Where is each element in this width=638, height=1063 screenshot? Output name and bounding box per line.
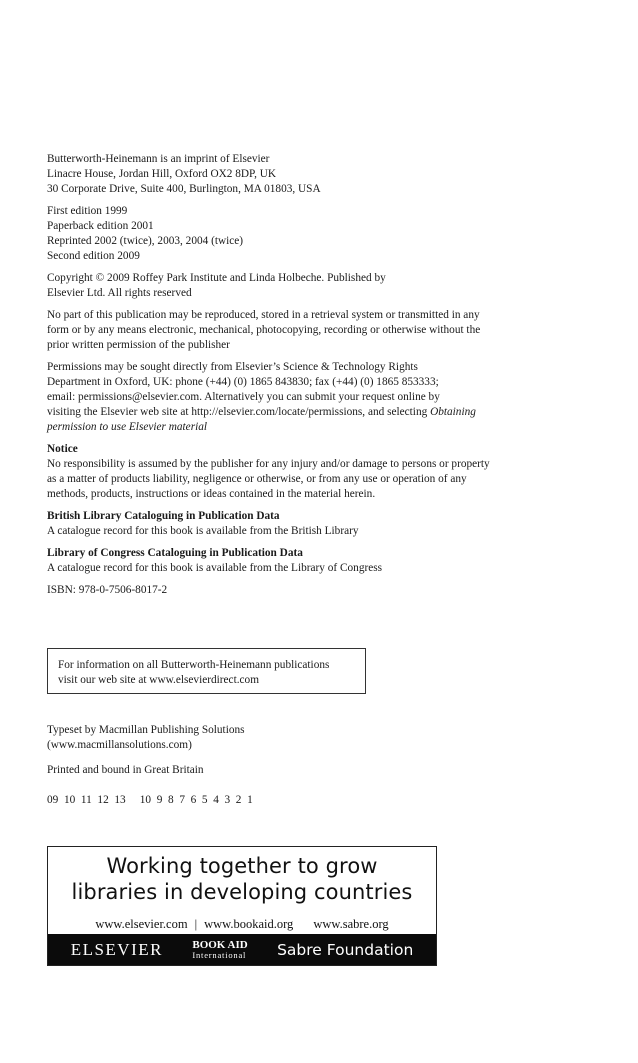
typeset-block (47, 723, 245, 753)
print-line: 09 10 11 12 13 10 9 8 7 6 5 4 3 2 1 (47, 794, 253, 806)
typeset-line: (www.macmillansolutions.com) (47, 739, 192, 751)
isbn-block (47, 583, 587, 598)
publisher-block (47, 152, 587, 197)
edition-line: Paperback edition 2001 (47, 220, 154, 232)
libraries-banner (47, 846, 437, 966)
notice-block (47, 442, 587, 502)
permissions-text: visiting the Elsevier web site at http://elsevier.com/locate/permissions, and selecting (47, 406, 431, 418)
banner-heading-line: Working together to grow (106, 854, 378, 878)
reproduction-line: prior written permission of the publisher (47, 339, 230, 351)
british-library-block (47, 509, 587, 539)
info-box-line: visit our web site at www.elsevierdirect.com (58, 674, 259, 686)
permissions-block (47, 360, 587, 435)
copyright-line: Elsevier Ltd. All rights reserved (47, 287, 192, 299)
bookaid-logo-sub: International (192, 949, 247, 960)
publisher-line: Linacre House, Jordan Hill, Oxford OX2 8DP, UK (47, 168, 277, 180)
reproduction-line: form or by any means electronic, mechanical, photocopying, recording or otherwise without the (47, 324, 481, 336)
publisher-line: 30 Corporate Drive, Suite 400, Burlington, MA 01803, USA (47, 183, 321, 195)
notice-heading: Notice (47, 443, 78, 455)
copyright-page (47, 152, 587, 605)
banner-links (48, 917, 436, 932)
british-library-text: A catalogue record for this book is available from the British Library (47, 525, 359, 537)
notice-line: as a matter of products liability, negligence or otherwise, or from any use or operation of any (47, 473, 467, 485)
permissions-link-text: Obtaining (430, 406, 476, 418)
permissions-line: email: permissions@elsevier.com. Alternatively you can submit your request online by (47, 391, 440, 403)
permissions-line: Permissions may be sought directly from Elsevier’s Science & Technology Rights (47, 361, 418, 373)
publisher-line: Butterworth-Heinemann is an imprint of Elsevier (47, 153, 270, 165)
library-of-congress-heading: Library of Congress Cataloguing in Publication Data (47, 547, 303, 559)
reproduction-block (47, 308, 587, 353)
edition-line: First edition 1999 (47, 205, 128, 217)
reproduction-line: No part of this publication may be reproduced, stored in a retrieval system or transmitted in any (47, 309, 480, 321)
elsevier-logo: ELSEVIER (70, 939, 163, 959)
notice-line: No responsibility is assumed by the publisher for any injury and/or damage to persons or property (47, 458, 490, 470)
sabre-logo: Sabre Foundation (277, 940, 414, 959)
permissions-link-text: permission to use Elsevier material (47, 421, 208, 433)
edition-line: Second edition 2009 (47, 250, 140, 262)
library-of-congress-text: A catalogue record for this book is available from the Library of Congress (47, 562, 383, 574)
bookaid-logo (192, 940, 247, 960)
notice-line: methods, products, instructions or ideas contained in the material herein. (47, 488, 376, 500)
library-of-congress-block (47, 546, 587, 576)
edition-line: Reprinted 2002 (twice), 2003, 2004 (twice) (47, 235, 244, 247)
banner-logo-bar (48, 934, 436, 965)
info-box (47, 648, 366, 694)
isbn: ISBN: 978-0-7506-8017-2 (47, 584, 168, 596)
bookaid-link[interactable]: www.bookaid.org (204, 917, 294, 931)
sabre-link[interactable]: www.sabre.org (313, 917, 389, 931)
bookaid-logo-main: BOOK AID (192, 938, 248, 951)
editions-block (47, 204, 587, 264)
banner-heading-line: libraries in developing countries (71, 880, 413, 904)
typeset-line: Typeset by Macmillan Publishing Solutions (47, 724, 245, 736)
permissions-line: Department in Oxford, UK: phone (+44) (0) 1865 843830; fax (+44) (0) 1865 853333; (47, 376, 439, 388)
copyright-line: Copyright © 2009 Roffey Park Institute and Linda Holbeche. Published by (47, 272, 386, 284)
printed-text: Printed and bound in Great Britain (47, 764, 204, 776)
print-line-block (47, 793, 253, 808)
copyright-block (47, 271, 587, 301)
printed-block (47, 763, 204, 778)
elsevier-link[interactable]: www.elsevier.com (95, 917, 188, 931)
link-separator: | (194, 917, 198, 931)
permissions-line (47, 405, 587, 420)
banner-heading (48, 853, 436, 905)
british-library-heading: British Library Cataloguing in Publication Data (47, 510, 280, 522)
info-box-line: For information on all Butterworth-Heinemann publications (58, 659, 330, 671)
